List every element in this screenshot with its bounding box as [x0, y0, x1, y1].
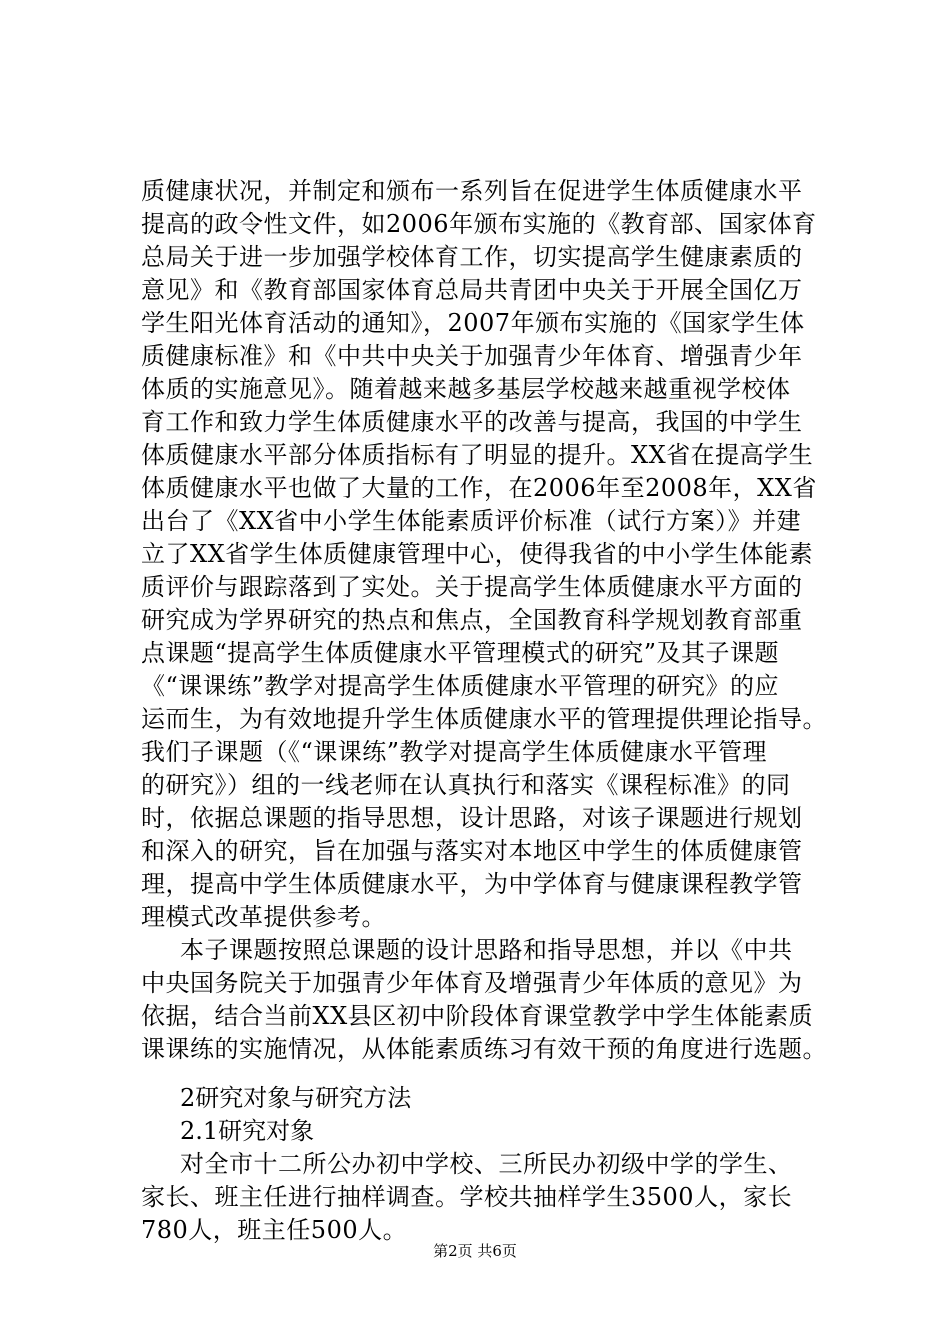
text-line: 780人，班主任500人。: [141, 1216, 408, 1244]
text-line: 和深入的研究，旨在加强与落实对本地区中学生的体质健康管: [141, 837, 803, 865]
text-line: 质健康标准》和《中共中央关于加强青少年体育、增强青少年: [141, 342, 803, 370]
text-line: 提高的政令性文件，如2006年颁布实施的《教育部、国家体育: [141, 210, 817, 238]
text-line: 的研究》）组的一线老师在认真执行和落实《课程标准》的同: [141, 771, 791, 799]
text-line: 育工作和致力学生体质健康水平的改善与提高，我国的中学生: [141, 408, 803, 436]
paragraph-topic-selection: [141, 934, 841, 1066]
text-line: 体质健康水平也做了大量的工作，在2006年至2008年，XX省: [141, 474, 817, 502]
section-heading-2-1: 2.1研究对象: [180, 1117, 315, 1145]
text-line: 时，依据总课题的指导思想，设计思路，对该子课题进行规划: [141, 804, 803, 832]
section-heading-2: 2研究对象与研究方法: [180, 1084, 412, 1112]
text-line: 出台了《XX省中小学生体能素质评价标准（试行方案）》并建: [141, 507, 802, 535]
text-line: 学生阳光体育活动的通知》，2007年颁布实施的《国家学生体: [141, 309, 805, 337]
text-line: 中央国务院关于加强青少年体育及增强青少年体质的意见》为: [141, 969, 803, 997]
text-line: 依据，结合当前XX县区初中阶段体育课堂教学中学生体能素质: [141, 1002, 814, 1030]
text-line: 质健康状况，并制定和颁布一系列旨在促进学生体质健康水平: [141, 177, 803, 205]
text-line: 点课题“提高学生体质健康水平管理模式的研究”及其子课题: [141, 639, 780, 667]
text-line: 对全市十二所公办初中学校、三所民办初级中学的学生、: [180, 1150, 793, 1178]
text-line: 体质的实施意见》。随着越来越多基层学校越来越重视学校体: [141, 375, 791, 403]
text-line: 体质健康水平部分体质指标有了明显的提升。XX省在提高学生: [141, 441, 814, 469]
text-line: 立了XX省学生体质健康管理中心，使得我省的中小学生体能素: [141, 540, 814, 568]
text-line: 意见》和《教育部国家体育总局共青团中央关于开展全国亿万: [141, 276, 803, 304]
text-line: 本子课题按照总课题的设计思路和指导思想，并以《中共: [180, 936, 793, 964]
paragraph-research-subjects: [141, 1148, 841, 1247]
text-line: 课课练的实施情况，从体能素质练习有效干预的角度进行选题。: [141, 1035, 827, 1063]
page-number-footer: 第2页 共6页: [433, 1242, 517, 1260]
text-line: 理，提高中学生体质健康水平，为中学体育与健康课程教学管: [141, 870, 803, 898]
text-line: 质评价与跟踪落到了实处。关于提高学生体质健康水平方面的: [141, 573, 803, 601]
text-line: 总局关于进一步加强学校体育工作，切实提高学生健康素质的: [141, 243, 803, 271]
text-line: 《“课课练”教学对提高学生体质健康水平管理的研究》的应: [141, 672, 780, 700]
text-line: 我们子课题（《“课课练”教学对提高学生体质健康水平管理: [141, 738, 768, 766]
text-line: 理模式改革提供参考。: [141, 903, 386, 931]
text-line: 研究成为学界研究的热点和焦点，全国教育科学规划教育部重: [141, 606, 803, 634]
paragraph-background: [141, 175, 841, 934]
text-line: 运而生，为有效地提升学生体质健康水平的管理提供理论指导。: [141, 705, 827, 733]
text-line: 家长、班主任进行抽样调查。学校共抽样学生3500人，家长: [141, 1183, 793, 1211]
